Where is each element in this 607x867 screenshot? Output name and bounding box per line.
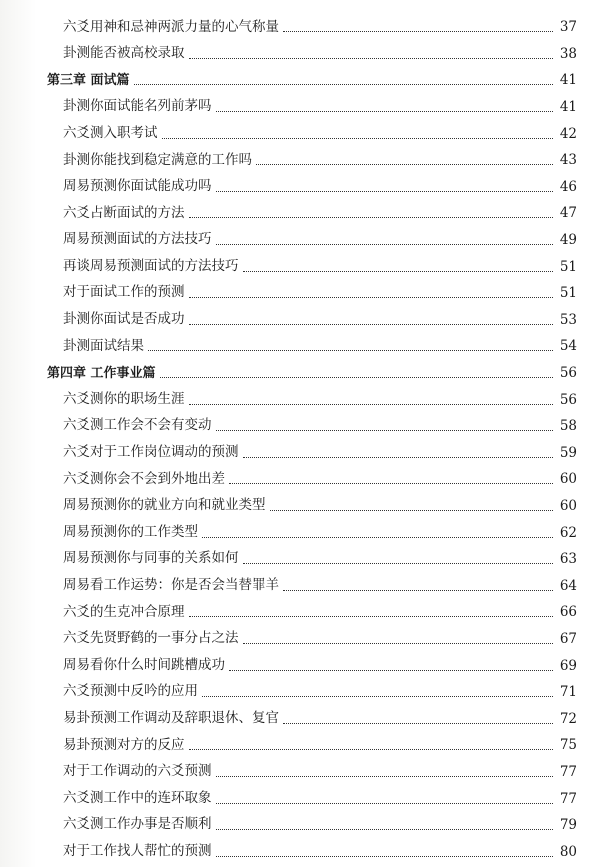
dot-leader — [216, 110, 554, 112]
page-number: 56 — [559, 365, 577, 382]
toc-chapter-heading — [0, 67, 607, 94]
entry-title: 易卦预测对方的反应 — [63, 736, 185, 753]
page-number: 77 — [559, 790, 577, 807]
entry-title: 对于工作调动的六爻预测 — [63, 763, 212, 780]
entry-title: 周易看工作运势：你是否会当替罪羊 — [63, 577, 279, 594]
entry-title: 六爻测工作会不会有变动 — [63, 417, 212, 434]
page-number: 67 — [559, 630, 577, 647]
dot-leader — [270, 509, 554, 511]
page-number: 43 — [559, 152, 577, 169]
entry-title: 周易预测你与同事的关系如何 — [63, 550, 239, 567]
toc-entry — [0, 120, 607, 147]
toc-entry — [0, 41, 607, 68]
toc-entry — [0, 200, 607, 227]
entry-title: 对于面试工作的预测 — [63, 284, 185, 301]
page-number: 38 — [559, 45, 577, 62]
dot-leader — [148, 349, 553, 351]
dot-leader — [189, 403, 554, 405]
page-number: 49 — [559, 232, 577, 249]
page-number: 46 — [559, 178, 577, 195]
dot-leader — [189, 615, 554, 617]
entry-title: 卦测能否被高校录取 — [63, 45, 185, 62]
entry-title: 卦测你能找到稳定满意的工作吗 — [63, 151, 252, 168]
toc-entry — [0, 147, 607, 174]
page-number: 54 — [559, 338, 577, 355]
entry-title: 易卦预测工作调动及辞职退休、复官 — [63, 709, 279, 726]
toc-entry — [0, 386, 607, 413]
dot-leader — [256, 163, 553, 165]
entry-title: 六爻用神和忌神两派力量的心气称量 — [63, 18, 279, 35]
dot-leader — [243, 642, 554, 644]
toc-entry — [0, 333, 607, 360]
toc-entry — [0, 546, 607, 573]
dot-leader — [134, 83, 553, 85]
dot-leader — [202, 695, 553, 697]
entry-title: 周易预测你面试能成功吗 — [63, 178, 212, 195]
dot-leader — [243, 270, 554, 272]
entry-title: 周易预测你的就业方向和就业类型 — [63, 497, 266, 514]
page-number: 47 — [559, 205, 577, 222]
entry-title: 六爻测你会不会到外地出差 — [63, 470, 225, 487]
page-number: 41 — [559, 99, 577, 116]
page-number: 56 — [559, 391, 577, 408]
toc-chapter-heading — [0, 360, 607, 387]
page-number: 72 — [559, 710, 577, 727]
toc-entry — [0, 280, 607, 307]
entry-title: 卦测你面试是否成功 — [63, 311, 185, 328]
page-number: 75 — [559, 737, 577, 754]
toc-entry — [0, 466, 607, 493]
dot-leader — [229, 669, 553, 671]
dot-leader — [216, 429, 554, 431]
toc-entry — [0, 759, 607, 786]
dot-leader — [162, 137, 554, 139]
toc-entry — [0, 253, 607, 280]
page-number: 37 — [559, 19, 577, 36]
page-number: 42 — [559, 125, 577, 142]
page-number: 71 — [559, 684, 577, 701]
entry-title: 卦测面试结果 — [63, 337, 144, 354]
dot-leader — [283, 589, 553, 591]
page-number: 77 — [559, 763, 577, 780]
dot-leader — [243, 562, 554, 564]
dot-leader — [283, 30, 553, 32]
page-number: 63 — [559, 551, 577, 568]
toc-entry — [0, 838, 607, 865]
page-number: 62 — [559, 524, 577, 541]
toc-entry — [0, 599, 607, 626]
page-number: 66 — [559, 604, 577, 621]
dot-leader — [189, 57, 554, 59]
dot-leader — [216, 855, 554, 857]
entry-title: 周易预测面试的方法技巧 — [63, 231, 212, 248]
page-number: 60 — [559, 497, 577, 514]
entry-title: 再谈周易预测面试的方法技巧 — [63, 257, 239, 274]
page-number: 60 — [559, 471, 577, 488]
toc-entry — [0, 493, 607, 520]
toc-entry — [0, 174, 607, 201]
dot-leader — [216, 190, 554, 192]
dot-leader — [189, 323, 554, 325]
page-number: 80 — [559, 843, 577, 860]
chapter-title: 第三章 面试篇 — [47, 72, 130, 88]
toc-entry — [0, 732, 607, 759]
entry-title: 六爻对于工作岗位调动的预测 — [63, 444, 239, 461]
toc-entry — [0, 307, 607, 334]
toc-entry — [0, 572, 607, 599]
entry-title: 六爻预测中反吟的应用 — [63, 683, 198, 700]
page-number: 69 — [559, 657, 577, 674]
page-number: 59 — [559, 444, 577, 461]
toc-entry — [0, 519, 607, 546]
dot-leader — [216, 802, 554, 804]
toc-entry — [0, 413, 607, 440]
dot-leader — [202, 536, 553, 538]
page-number: 51 — [559, 285, 577, 302]
dot-leader — [216, 243, 554, 245]
dot-leader — [216, 775, 554, 777]
toc-entry — [0, 14, 607, 41]
page-number: 64 — [559, 577, 577, 594]
page-number: 51 — [559, 258, 577, 275]
dot-leader — [160, 376, 553, 378]
toc-entry — [0, 785, 607, 812]
page-number: 79 — [559, 817, 577, 834]
dot-leader — [189, 296, 554, 298]
table-of-contents — [0, 14, 607, 865]
entry-title: 六爻先贤野鹤的一事分占之法 — [63, 630, 239, 647]
entry-title: 六爻测工作中的连环取象 — [63, 789, 212, 806]
entry-title: 六爻占断面试的方法 — [63, 204, 185, 221]
entry-title: 对于工作找人帮忙的预测 — [63, 842, 212, 859]
chapter-title: 第四章 工作事业篇 — [47, 365, 156, 381]
dot-leader — [283, 722, 553, 724]
toc-entry — [0, 94, 607, 121]
entry-title: 六爻测入职考试 — [63, 124, 158, 141]
entry-title: 周易看你什么时间跳槽成功 — [63, 656, 225, 673]
toc-entry — [0, 227, 607, 254]
toc-entry — [0, 705, 607, 732]
toc-entry — [0, 652, 607, 679]
dot-leader — [189, 216, 554, 218]
page-number: 41 — [559, 72, 577, 89]
entry-title: 六爻测工作办事是否顺利 — [63, 816, 212, 833]
entry-title: 六爻测你的职场生涯 — [63, 390, 185, 407]
page-number: 58 — [559, 418, 577, 435]
dot-leader — [229, 482, 553, 484]
entry-title: 周易预测你的工作类型 — [63, 523, 198, 540]
page-number: 53 — [559, 311, 577, 328]
dot-leader — [216, 828, 554, 830]
dot-leader — [243, 456, 554, 458]
entry-title: 六爻的生克冲合原理 — [63, 603, 185, 620]
entry-title: 卦测你面试能名列前茅吗 — [63, 98, 212, 115]
toc-entry — [0, 626, 607, 653]
toc-entry — [0, 440, 607, 467]
toc-entry — [0, 812, 607, 839]
dot-leader — [189, 748, 554, 750]
toc-entry — [0, 679, 607, 706]
